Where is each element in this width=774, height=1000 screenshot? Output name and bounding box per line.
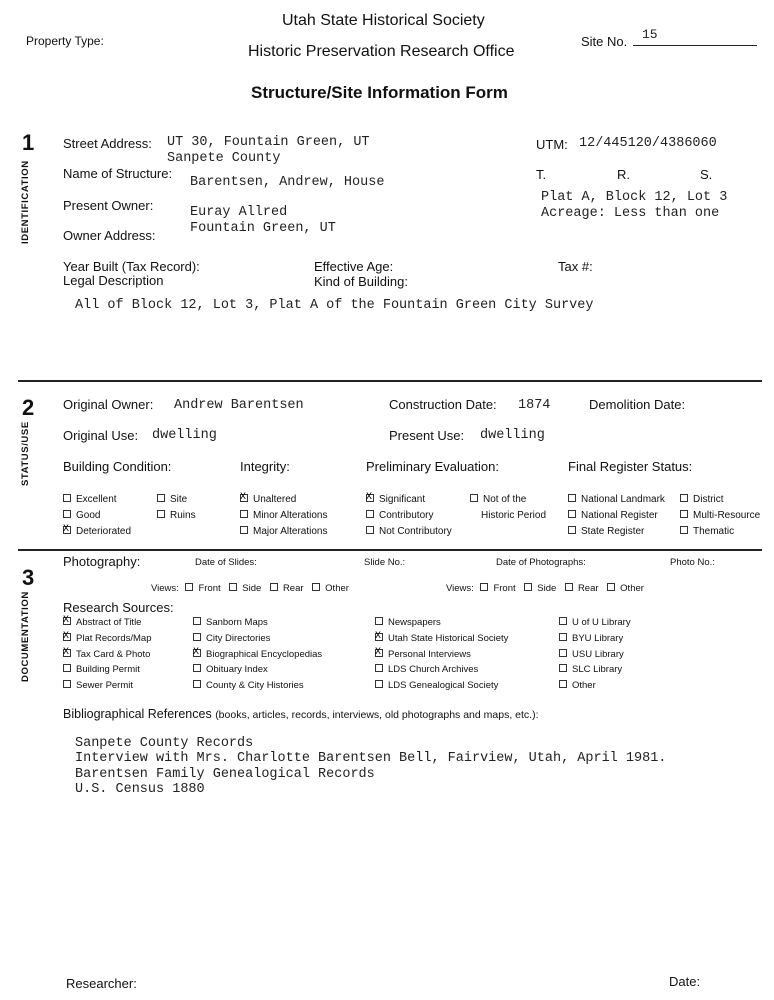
option-label: District (693, 494, 724, 505)
checkbox-checked[interactable] (366, 494, 374, 502)
original-use-label: Original Use: (63, 428, 139, 443)
photo-no-label: Photo No.: (670, 557, 715, 568)
eval-not-historic-line2: Historic Period (481, 510, 547, 521)
checkbox[interactable] (559, 649, 567, 657)
eval-contributory[interactable] (366, 510, 433, 521)
option-label: LDS Church Archives (388, 664, 479, 675)
site-no-label: Site No. (581, 34, 628, 49)
option-label: Not Contributory (379, 526, 452, 537)
option-label: Abstract of Title (76, 617, 142, 628)
biblio-entry-2: Interview with Mrs. Charlotte Barentsen Bell, Fairview, Utah, April 1981. (75, 751, 667, 766)
checkbox[interactable] (607, 583, 615, 591)
option-label: Excellent (76, 494, 117, 505)
checkbox[interactable] (312, 583, 320, 591)
option-label: Sewer Permit (76, 680, 134, 691)
checkbox[interactable] (157, 510, 165, 518)
checkbox[interactable] (680, 494, 688, 502)
utm-value: 12/445120/4386060 (579, 136, 717, 151)
option-label: Other (572, 680, 596, 691)
date-of-photographs-label: Date of Photographs: (496, 557, 586, 568)
name-of-structure-label: Name of Structure: (63, 166, 173, 181)
present-use-value: dwelling (480, 428, 545, 443)
section-2-number: 2 (22, 395, 35, 420)
option-label: Sanborn Maps (206, 617, 268, 628)
option-label: County & City Histories (206, 680, 304, 691)
owner-address-label: Owner Address: (63, 228, 156, 243)
checkbox[interactable] (470, 494, 478, 502)
views-label: Views: (151, 583, 179, 594)
checkbox[interactable] (193, 664, 201, 672)
option-label: Site (170, 494, 188, 505)
option-label: Biographical Encyclopedias (206, 649, 323, 660)
view-other: Other (325, 583, 349, 594)
checkbox[interactable] (240, 526, 248, 534)
source-utah-state-historical-society[interactable] (375, 633, 508, 644)
view-other: Other (620, 583, 644, 594)
checkbox[interactable] (480, 583, 488, 591)
option-label: Significant (379, 494, 426, 505)
bibliographical-references-heading (63, 707, 539, 721)
source-byu-library[interactable] (559, 633, 623, 644)
date-of-slides-label: Date of Slides: (195, 557, 257, 568)
integrity-minor[interactable] (240, 510, 327, 521)
owner-address-value: Fountain Green, UT (190, 221, 336, 236)
year-built-label: Year Built (Tax Record): (63, 259, 200, 274)
source-u-of-u-library[interactable] (559, 617, 631, 628)
option-label: City Directories (206, 633, 271, 644)
option-label: U of U Library (572, 617, 631, 628)
eval-not-historic[interactable] (470, 494, 526, 505)
checkbox-checked[interactable] (63, 526, 71, 534)
checkbox[interactable] (375, 664, 383, 672)
original-owner-value: Andrew Barentsen (174, 398, 304, 413)
checkbox[interactable] (568, 494, 576, 502)
name-of-structure-value: Barentsen, Andrew, House (190, 175, 385, 190)
biblio-label: Bibliographical References (63, 707, 212, 721)
option-label: USU Library (572, 649, 624, 660)
checkbox[interactable] (565, 583, 573, 591)
checkbox[interactable] (193, 680, 201, 688)
final-thematic[interactable] (680, 526, 734, 537)
checkbox[interactable] (193, 633, 201, 641)
street-address-line2: Sanpete County (167, 151, 281, 166)
condition-deteriorated[interactable] (63, 526, 131, 537)
source-abstract-of-title[interactable] (63, 617, 141, 628)
form-title: Structure/Site Information Form (251, 83, 508, 102)
checkbox[interactable] (185, 583, 193, 591)
views-label: Views: (446, 583, 474, 594)
present-owner-label: Present Owner: (63, 198, 154, 213)
checkbox[interactable] (559, 680, 567, 688)
checkbox[interactable] (559, 617, 567, 625)
section-divider-1 (18, 380, 762, 382)
final-national-register[interactable] (568, 510, 658, 521)
documentation-side-label: DOCUMENTATION (20, 591, 31, 682)
checkbox-checked[interactable] (375, 633, 383, 641)
section-divider-2 (18, 549, 762, 551)
integrity-major[interactable] (240, 526, 327, 537)
biblio-entry-1: Sanpete County Records (75, 736, 254, 751)
option-label: Minor Alterations (253, 510, 328, 521)
checkbox[interactable] (366, 526, 374, 534)
condition-site[interactable] (157, 494, 187, 505)
kind-of-building-label: Kind of Building: (314, 274, 408, 289)
option-label: Plat Records/Map (76, 633, 152, 644)
checkbox[interactable] (524, 583, 532, 591)
checkbox-checked[interactable] (63, 633, 71, 641)
checkbox-checked[interactable] (63, 649, 71, 657)
source-county-city-histories[interactable] (193, 680, 304, 691)
condition-excellent[interactable] (63, 494, 117, 505)
photo-views (446, 583, 644, 594)
option-label: LDS Genealogical Society (388, 680, 499, 691)
site-no-value: 15 (642, 27, 658, 42)
integrity-label: Integrity: (240, 459, 290, 474)
photography-label: Photography: (63, 554, 141, 569)
checkbox[interactable] (63, 510, 71, 518)
option-label: SLC Library (572, 664, 623, 675)
checkbox[interactable] (568, 526, 576, 534)
checkbox[interactable] (366, 510, 374, 518)
view-rear: Rear (577, 583, 599, 594)
present-owner-value: Euray Allred (190, 205, 288, 220)
view-front: Front (198, 583, 221, 594)
tax-number-label: Tax #: (558, 259, 593, 274)
checkbox[interactable] (375, 617, 383, 625)
research-sources-label: Research Sources: (63, 600, 174, 615)
biblio-note: (books, articles, records, interviews, old photographs and maps, etc.): (215, 709, 539, 721)
option-label: Not of the (483, 494, 527, 505)
demolition-date-label: Demolition Date: (589, 397, 686, 412)
identification-side-label: IDENTIFICATION (20, 160, 31, 244)
option-label: Personal Interviews (388, 649, 471, 660)
option-label: Ruins (170, 510, 196, 521)
acreage-value: Acreage: Less than one (541, 206, 720, 221)
range-label: R. (617, 167, 630, 182)
source-slc-library[interactable] (559, 664, 622, 675)
source-newspapers[interactable] (375, 617, 441, 628)
option-label: Unaltered (253, 494, 297, 505)
checkbox[interactable] (375, 680, 383, 688)
view-rear: Rear (282, 583, 304, 594)
original-owner-label: Original Owner: (63, 397, 154, 412)
checkbox[interactable] (240, 510, 248, 518)
checkbox-checked[interactable] (240, 494, 248, 502)
source-usu-library[interactable] (559, 649, 624, 660)
source-plat-records[interactable] (63, 633, 152, 644)
effective-age-label: Effective Age: (314, 259, 394, 274)
view-front: Front (493, 583, 516, 594)
checkbox[interactable] (270, 583, 278, 591)
section-3-number: 3 (22, 565, 35, 590)
checkbox[interactable] (193, 617, 201, 625)
biblio-entry-4: U.S. Census 1880 (75, 782, 205, 797)
date-label: Date: (669, 974, 701, 989)
slide-no-label: Slide No.: (364, 557, 406, 568)
checkbox[interactable] (63, 494, 71, 502)
option-label: National Landmark (581, 494, 665, 505)
section-label: S. (700, 167, 713, 182)
original-use-value: dwelling (152, 428, 217, 443)
condition-good[interactable] (63, 510, 100, 521)
option-label: National Register (581, 510, 658, 521)
option-label: BYU Library (572, 633, 624, 644)
option-label: Obituary Index (206, 664, 268, 675)
street-address-line1: UT 30, Fountain Green, UT (167, 135, 370, 150)
street-address-label: Street Address: (63, 136, 152, 151)
checkbox[interactable] (680, 510, 688, 518)
source-personal-interviews[interactable] (375, 649, 471, 660)
option-label: Newspapers (388, 617, 441, 628)
checkbox-checked[interactable] (63, 617, 71, 625)
source-city-directories[interactable] (193, 633, 270, 644)
source-tax-card[interactable] (63, 649, 150, 660)
construction-date-label: Construction Date: (389, 397, 497, 412)
checkbox[interactable] (157, 494, 165, 502)
eval-significant[interactable] (366, 494, 425, 505)
biblio-entry-3: Barentsen Family Genealogical Records (75, 767, 375, 782)
option-label: Tax Card & Photo (76, 649, 151, 660)
condition-ruins[interactable] (157, 510, 196, 521)
utm-label: UTM: (536, 137, 568, 152)
option-label: Utah State Historical Society (388, 633, 509, 644)
final-national-landmark[interactable] (568, 494, 665, 505)
slides-views (151, 583, 349, 594)
option-label: Building Permit (76, 664, 140, 675)
checkbox[interactable] (63, 680, 71, 688)
source-other[interactable] (559, 680, 596, 691)
checkbox-checked[interactable] (193, 649, 201, 657)
integrity-unaltered[interactable] (240, 494, 296, 505)
source-biographical-encyclopedias[interactable] (193, 649, 322, 660)
present-use-label: Present Use: (389, 428, 465, 443)
option-label: Major Alterations (253, 526, 328, 537)
legal-description-value: All of Block 12, Lot 3, Plat A of the Fountain Green City Survey (75, 298, 594, 313)
checkbox[interactable] (680, 526, 688, 534)
header-society: Utah State Historical Society (282, 12, 485, 29)
source-sewer-permit[interactable] (63, 680, 133, 691)
property-type-label: Property Type: (26, 34, 104, 48)
checkbox[interactable] (229, 583, 237, 591)
eval-not-contributory[interactable] (366, 526, 452, 537)
view-side: Side (537, 583, 557, 594)
checkbox-checked[interactable] (375, 649, 383, 657)
option-label: Good (76, 510, 101, 521)
checkbox[interactable] (559, 664, 567, 672)
option-label: Multi-Resource (693, 510, 761, 521)
building-condition-label: Building Condition: (63, 459, 172, 474)
source-building-permit[interactable] (63, 664, 140, 675)
researcher-label: Researcher: (66, 976, 137, 991)
section-1-number: 1 (22, 130, 35, 155)
source-lds-church-archives[interactable] (375, 664, 478, 675)
option-label: Thematic (693, 526, 735, 537)
township-label: T. (536, 167, 547, 182)
plat-value: Plat A, Block 12, Lot 3 (541, 190, 728, 205)
legal-description-label: Legal Description (63, 273, 164, 288)
source-lds-genealogical-society[interactable] (375, 680, 498, 691)
construction-date-value: 1874 (518, 398, 551, 413)
preliminary-evaluation-label: Preliminary Evaluation: (366, 459, 499, 474)
status-use-side-label: STATUS/USE (20, 421, 31, 486)
checkbox[interactable] (568, 510, 576, 518)
source-obituary-index[interactable] (193, 664, 268, 675)
option-label: Deteriorated (76, 526, 132, 537)
checkbox[interactable] (559, 633, 567, 641)
final-multi-resource[interactable] (680, 510, 760, 521)
view-side: Side (242, 583, 262, 594)
checkbox[interactable] (63, 664, 71, 672)
final-district[interactable] (680, 494, 724, 505)
option-label: State Register (581, 526, 645, 537)
final-state-register[interactable] (568, 526, 644, 537)
final-register-status-label: Final Register Status: (568, 459, 693, 474)
option-label: Contributory (379, 510, 434, 521)
source-sanborn-maps[interactable] (193, 617, 268, 628)
site-no-underline (633, 45, 757, 46)
header-office: Historic Preservation Research Office (248, 43, 515, 60)
